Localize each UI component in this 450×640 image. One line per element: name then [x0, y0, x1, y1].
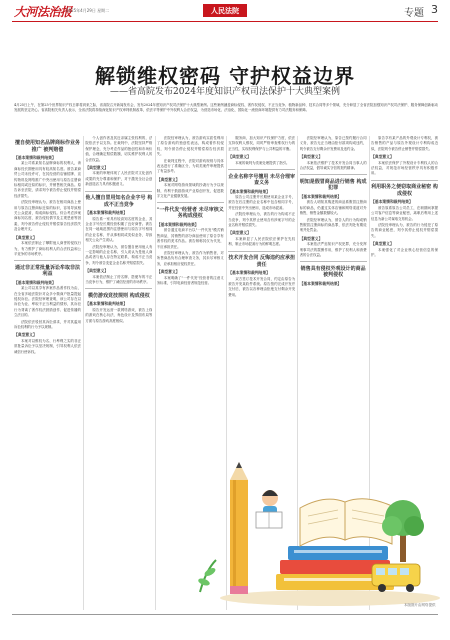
body-paragraph: 法院经审理认为，被告擅自使用他人有一定影响的企业名称，引人误认为是他人商品或者与他人存在特定联系，构成不正当竞争，判令被告变更企业名称并赔偿损失。: [85, 244, 153, 265]
body-paragraph: 本案强化了对企业核心经营信息的保护。: [371, 247, 438, 257]
case-section-label: 【典型意义】: [228, 230, 251, 236]
case-divider: [371, 180, 438, 181]
case-title: 擅自使用知名品牌商标作业务推广 被判赔偿: [14, 140, 80, 153]
case-title: 他人擅自冒用知名企业字号 构成不正当竞争: [85, 195, 153, 208]
case-section-label: 【典型意义】: [371, 241, 394, 247]
case-section-label: 【典型意义】: [14, 234, 37, 240]
body-paragraph: 被告通过电商平台以"一件代发"模式销售商品，其销售的部分商品使用了原告享有著作权的美术作品。被告辩称其仅为代发，不应承担责任。: [156, 228, 224, 249]
case-section-label: 【基本案情和裁判结果】: [371, 199, 413, 205]
column-separator: [83, 136, 84, 610]
body-paragraph: 本案依法保护了外观设计专利权人的合法权益，对规范市场经营秩序具有积极作用。: [371, 160, 438, 176]
case-divider: [228, 169, 295, 170]
case-section-label: 【典型意义】: [371, 154, 394, 160]
case-divider: [157, 202, 224, 203]
case-section-label: 【典型意义】: [228, 154, 251, 160]
article-column: [14, 136, 81, 610]
body-paragraph: 本案对以维权为名、行牟利之实的非正常批量诉讼予以坚决规制，引导权利人依法诚信行使诉权。: [14, 338, 81, 354]
open-book-icon: [300, 499, 392, 546]
body-paragraph: 原告系一家具有较高知名度的企业，其企业字号经长期经营积累了良好商誉。被告在同一地域范围内注册使用与原告字号相同的企业名称，并从事相同或类似业务，导致相关公众产生误认。: [85, 216, 153, 243]
case-section-label: 【基本案情和裁判结果】: [228, 188, 270, 194]
lead-paragraph: 4月25日上午，在第25个世界知识产权日即将到来之际，省高院召开新闻发布会，发布2024年度知识产权司法保护十大典型案例。这些案例涵盖商标侵权、著作权侵权、不正当竞争、植物新品种、技术合同等多个领域，充分彰显了全省法院加强知识产权司法保护、服务保障创新驱动发展的坚定决心。省高院相关负责人表示，全省法院将持续深化知识产权审判机制改革，依法平等保护中外权利人合法权益，为营造市场化、法治化、国际化一流营商环境提供有力司法服务和保障。: [14, 103, 438, 112]
case-section-label: 【基本案情和裁判结果】: [85, 301, 128, 307]
case-section-label: 【基本案情和裁判结果】: [299, 193, 342, 199]
body-paragraph: 原告享有某产品的外观设计专利权，被告销售的产品与原告外观设计专利构成近似，法院判令被告停止销售并赔偿损失。: [371, 136, 438, 151]
subheadline: ——省高院发布2024年度知识产权司法保护十大典型案例: [110, 87, 340, 97]
body-paragraph: 服务商，加大知识产权保护力度，依法支持权利人维权，同时严格审查维权行为的正当性，实现权利保护与公共利益的平衡。: [228, 136, 296, 151]
case-section-label: 【典型意义】: [85, 165, 109, 171]
masthead: [0, 0, 450, 22]
case-section-label: 【基本案情和裁判结果】: [14, 155, 56, 160]
body-paragraph: 本案彰显了人民法院依法保护在先权利、制止市场混淆行为的鲜明态度。: [228, 236, 296, 247]
body-paragraph: 本案依法制止了傍名牌、搭便车的不正当竞争行为，维护了诚信经营的市场秩序。: [85, 274, 153, 285]
body-paragraph: 法院依法驳回其诉讼请求，并对其滥用诉讼权利的行为予以规制。: [14, 319, 81, 330]
bottom-divider: [12, 614, 438, 615]
body-paragraph: 法院经审理认为，被告作为销售者，对所售商品负有合理审查义务，其未尽审核义务，应承担相应侵权责任。: [156, 251, 224, 266]
body-paragraph: 法院经审理认为，被告游戏实质性利用了原告游戏的独创性表达，构成著作权侵权，判令被告停止侵权并赔偿原告经济损失。: [156, 136, 224, 157]
headline: 解锁维权密码 守护权益边界: [95, 64, 355, 88]
case-title: 销售具有侵权外观设计的商品 被判侵权: [300, 265, 366, 279]
case-section-label: 【典型意义】: [156, 176, 180, 182]
case-section-label: 【基本案情和裁判结果】: [14, 279, 56, 285]
case-title: 通过非正常批量诉讼牟取非法利益: [14, 264, 80, 278]
case-divider: [14, 260, 81, 261]
body-paragraph: 法院经审理认为，原告已按约履行合同义务，被告无正当理由拒付款项构成违约，判令被告支付剩余开发费用及违约金。: [299, 136, 367, 151]
case-section-label: 【基本案情和裁判结果】: [228, 270, 270, 276]
body-paragraph: 法院经审理认为，被告人的行为构成销售假冒注册商标的商品罪，依法判处有期徒刑并处罚金。: [299, 217, 367, 233]
tree-icon: [382, 500, 424, 562]
case-section-label: 【典型意义】: [85, 268, 109, 274]
dateline: 2025年4月29日 星期二: [66, 8, 110, 13]
topic-label: 专题: [404, 8, 424, 19]
case-section-label: 【典型意义】: [299, 154, 323, 160]
case-divider: [300, 174, 367, 175]
case-divider: [228, 251, 295, 252]
case-title: 明知是假冒商品进行销售 构成犯罪: [299, 178, 367, 192]
case-section-label: 【基本案情和裁判结果】: [156, 221, 199, 227]
body-paragraph: 本案的裁判为类案处理提供了指引。: [235, 160, 290, 165]
case-title: 模仿游戏竞技规则 构成侵权: [88, 292, 150, 299]
plant-icon: [197, 560, 216, 592]
newspaper-logo: 大河法治报: [14, 5, 72, 19]
body-paragraph: 本案依法制止了攀附他人商誉的侵权行为，有力维护了商标权利人的合法权益和公平竞争的市场秩序。: [14, 241, 81, 256]
case-title: "一件代发"经营者 未尽审核义务构成侵权: [156, 206, 224, 220]
body-paragraph: 本案明确了"一件代发"经营者的注意义务标准，引导电商经营者规范经营。: [156, 275, 224, 286]
school-bus-icon: [372, 564, 420, 592]
section-tag: 人民法院: [203, 4, 247, 17]
body-paragraph: 被告人明知其购进的商品系假冒注册商标的商品，仍通过实体店铺和网络渠道对外销售，销售金额数额较大。: [299, 200, 367, 216]
body-paragraph: 在裁判过程中，法院对游戏规则与具体表达进行了准确区分，为同类案件审理提供了有益参考。: [156, 158, 224, 174]
body-paragraph: 双方签订技术开发合同，约定由原告为被告开发某软件系统。原告按约完成开发并交付后，被告以各种理由拒绝支付剩余开发费用。: [228, 276, 296, 297]
body-paragraph: 本案依法严惩知识产权犯罪，充分发挥刑事司法的震慑作用，维护了权利人和消费者的合法权益。: [299, 242, 367, 257]
case-title: 技术开发合同 反悔违约应承担责任: [228, 255, 296, 268]
body-paragraph: 法院经审理认为，被告的行为构成不正当竞争，判令其停止使用含有涉案字号的企业名称并赔偿损失。: [228, 212, 296, 227]
body-paragraph: 本案对网络游戏领域的抄袭行为予以规制，有利于鼓励游戏产业原创开发，促进数字文化产业健康发展。: [156, 183, 224, 199]
body-paragraph: 本案的审理体现了人民法院对文化创作成果的充分尊重和保护，对于激发全社会创新创造活力具有积极意义。: [85, 171, 153, 187]
body-paragraph: 原告开发运营一款网络游戏，被告上线的游戏在核心玩法、角色设计及界面布局等方面与原告游戏高度相似。: [85, 307, 153, 323]
body-paragraph: 原告公司注册并长期使用某企业字号，被告在后注册的企业名称中包含相同字号，并在经营中突出使用，造成市场混淆。: [228, 194, 296, 210]
books-pencil-illustration: [130, 440, 440, 610]
masthead-divider: [12, 21, 438, 22]
reading-figure-icon: [256, 490, 282, 528]
case-section-label: 【基本案情和裁判结果】: [85, 210, 128, 216]
case-title: 企业名称字号擅用 未尽合理审查义务: [228, 173, 296, 187]
case-divider: [85, 288, 152, 289]
body-paragraph: 本案依法维护了技术开发合同当事人的合法权益，倡导诚实守信的契约精神。: [299, 160, 367, 171]
body-paragraph: 个人创作者及其近亲属主张权利的，法院依法予以支持。在裁判中，法院坚持严格保护理念，充分考虑作品的独创性和市场价值，合理确定赔偿数额，切实维护权利人的合法权益。: [85, 136, 153, 162]
body-paragraph: 法院经审理认为，被告的行为侵犯了原告的商业秘密，判令其停止侵权并赔偿损失。: [371, 222, 438, 238]
case-section-label: 【典型意义】: [299, 235, 323, 241]
photo-credit: 本版图片由网络提供: [404, 603, 436, 607]
case-divider: [300, 261, 367, 262]
body-paragraph: 法院经审理认为，被告在相同商品上使用与原告注册商标近似的标识，容易导致相关公众混淆，构成商标侵权。综合考虑涉案商标知名度、被告侵权情节及主观恶意等因素，判令被告停止侵权并赔偿原告经济损失及合理开支。: [14, 200, 81, 232]
body-paragraph: 被告原系原告公司员工，在职期间掌握公司客户信息等商业秘密，离职后利用上述信息为新公司谋取交易机会。: [371, 205, 438, 221]
case-title: 利用职务之便窃取商业秘密 构成侵权: [371, 184, 438, 197]
body-paragraph: 某公司以其享有涉案作品著作权为由，在全省多地法院针对众多小微商户批量提起侵权诉讼。法院经审理查明，该公司存在以诉讼为业、牟取不正当利益的情形，其诉讼行为背离了著作权法鼓励创作、促进传播的立法目的。: [14, 286, 81, 318]
case-section-label: 【基本案情和裁判结果】: [299, 280, 342, 286]
case-section-label: 【典型意义】: [156, 269, 180, 275]
case-divider: [85, 191, 152, 192]
case-section-label: 【典型意义】: [14, 332, 37, 338]
pencil-icon: [230, 462, 248, 594]
body-paragraph: 某公司系某知名品牌商标的权利人，该商标经长期使用具有较高知名度。被告某商贸公司未经许可，在其经营的店铺招牌、宣传物料及网络推广中突出使用与原告注册商标相同或近似的标识，并销售相关商品。原告诉至法院，请求判令被告停止侵权并赔偿经济损失。: [14, 161, 81, 198]
page-number: 3: [431, 3, 438, 16]
